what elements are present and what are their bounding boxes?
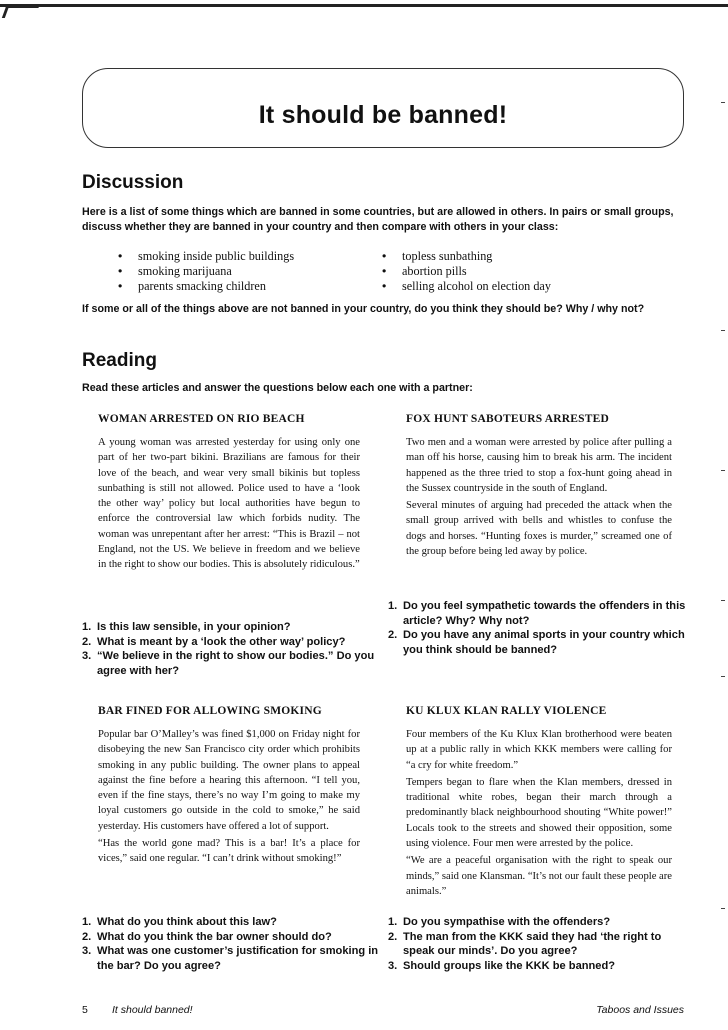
article-paragraph: Popular bar O’Malley’s was fined $1,000 on Friday night for disobeying the new San Francisco city order which prohibits smoking in any public building. The owner plans to appeal against the fine before a hearing this afternoon. “I tell you, even if the fine stays, there’s no way I’m going to make my loyal customers go outside in the cold to smoke,” he said yesterday. His customers have offered a lot of support. [98, 729, 360, 832]
article-paragraph: A young woman was arrested yesterday for using only one part of her two-part bikini. Brazilians are famous for their love of the beach, and wear very small bikinis but topless sunbathing is still not allowed. Police used to have a ‘look the other way’ policy but local authorities have begun to enforce the controversial law which forbids nudity. The woman was unrepentant after her arrest: “This is Brazil – not England, not the US. We believe in freedom and we believe in the right to show our bodies. This is absolutely ridiculous.” [98, 437, 360, 571]
bullet-item: • smoking inside public buildings [118, 249, 294, 264]
article-paragraph: Tempers began to flare when the Klan members, dressed in traditional white robes, began their march through a predominantly black neighbourhood shouting “White power!” Locals took to the streets and showed their opposition, some using violence. Four men were arrested by the police. [406, 776, 672, 850]
question-item: 1. Do you feel sympathetic towards the offenders in this article? Why? Why not? [388, 600, 686, 627]
footer-right-title: Taboos and Issues [596, 1004, 684, 1016]
article-paragraph: Several minutes of arguing had preceded the attack when the small group arrived with bells and whistles to confuse the dogs and horses. “Hunting foxes is murder,” screamed one of the group before being led away by police. [406, 500, 672, 558]
margin-mark [721, 908, 725, 909]
article-headline: BAR FINED FOR ALLOWING SMOKING [98, 705, 322, 717]
margin-mark [721, 330, 725, 331]
footer-left-title: It should banned! [112, 1004, 193, 1016]
page-number: 5 [82, 1004, 88, 1016]
reading-heading: Reading [82, 350, 157, 371]
question-item: 2. What is meant by a ‘look the other way’ policy? [82, 635, 346, 648]
page-title: It should be banned! [258, 100, 508, 129]
margin-mark [721, 600, 725, 601]
article-bar-fined [98, 705, 360, 869]
article-paragraph: “We are a peaceful organisation with the right to speak our minds,” said one Klansman. “It’s not our fault these people are animals.” [406, 855, 672, 897]
article-rio-beach [98, 413, 360, 575]
article-kkk-rally [406, 705, 672, 901]
question-item: 1. Is this law sensible, in your opinion? [82, 621, 291, 633]
question-item: 1. What do you think about this law? [82, 916, 277, 928]
bullet-column-right [382, 249, 551, 294]
questions-bar-fined [82, 915, 382, 973]
discussion-heading: Discussion [82, 172, 184, 193]
bullet-column-left [118, 249, 294, 294]
margin-mark [721, 102, 725, 103]
discussion-intro: Here is a list of some things which are banned in some countries, but are allowed in others. In pairs or small groups, discuss whether they are banned in your country and then compare with others in your class: [82, 206, 674, 233]
question-item: 2. The man from the KKK said they had ‘the right to speak our minds’. Do you agree? [388, 930, 662, 958]
article-headline: FOX HUNT SABOTEURS ARRESTED [406, 413, 609, 425]
article-paragraph: Four members of the Ku Klux Klan brotherhood were beaten up at a public rally in which KKK members were calling for “a cry for white freedom.” [406, 729, 672, 771]
question-item: 2. What do you think the bar owner should do? [82, 930, 332, 943]
bullet-item: • selling alcohol on election day [382, 279, 551, 294]
question-item: 3. Should groups like the KKK be banned? [388, 959, 616, 972]
article-fox-hunt [406, 413, 672, 561]
bullet-item: • abortion pills [382, 264, 551, 279]
bullet-item: • topless sunbathing [382, 249, 551, 264]
question-item: 1. Do you sympathise with the offenders? [388, 916, 611, 928]
discussion-followup: If some or all of the things above are not banned in your country, do you think they should be? Why / why not? [82, 303, 645, 315]
question-item: 3. What was one customer’s justification for smoking in the bar? Do you agree? [82, 945, 379, 972]
article-paragraph: Two men and a woman were arrested by police after pulling a man off his horse, causing him to break his arm. The incident happened as the three tried to stop a fox-hunt going ahead in the Sussex countryside in the south of England. [406, 437, 672, 494]
article-headline: WOMAN ARRESTED ON RIO BEACH [98, 413, 305, 425]
bullet-item: • parents smacking children [118, 279, 294, 294]
questions-kkk-rally [388, 915, 684, 973]
article-paragraph: “Has the world gone mad? This is a bar! It’s a place for vices,” said one regular. “I can’t drink without smoking!” [98, 838, 360, 865]
article-headline: KU KLUX KLAN RALLY VIOLENCE [406, 705, 607, 717]
question-item: 3. “We believe in the right to show our bodies.” Do you agree with her? [82, 650, 375, 677]
questions-rio-beach [82, 620, 382, 678]
bullet-item: • smoking marijuana [118, 264, 294, 279]
margin-mark [721, 470, 725, 471]
margin-mark [721, 676, 725, 677]
questions-fox-hunt [388, 599, 688, 657]
top-rule [0, 4, 728, 7]
corner-mark [2, 6, 39, 18]
reading-intro: Read these articles and answer the questions below each one with a partner: [82, 382, 473, 394]
question-item: 2. Do you have any animal sports in your country which you think should be banned? [388, 629, 685, 656]
